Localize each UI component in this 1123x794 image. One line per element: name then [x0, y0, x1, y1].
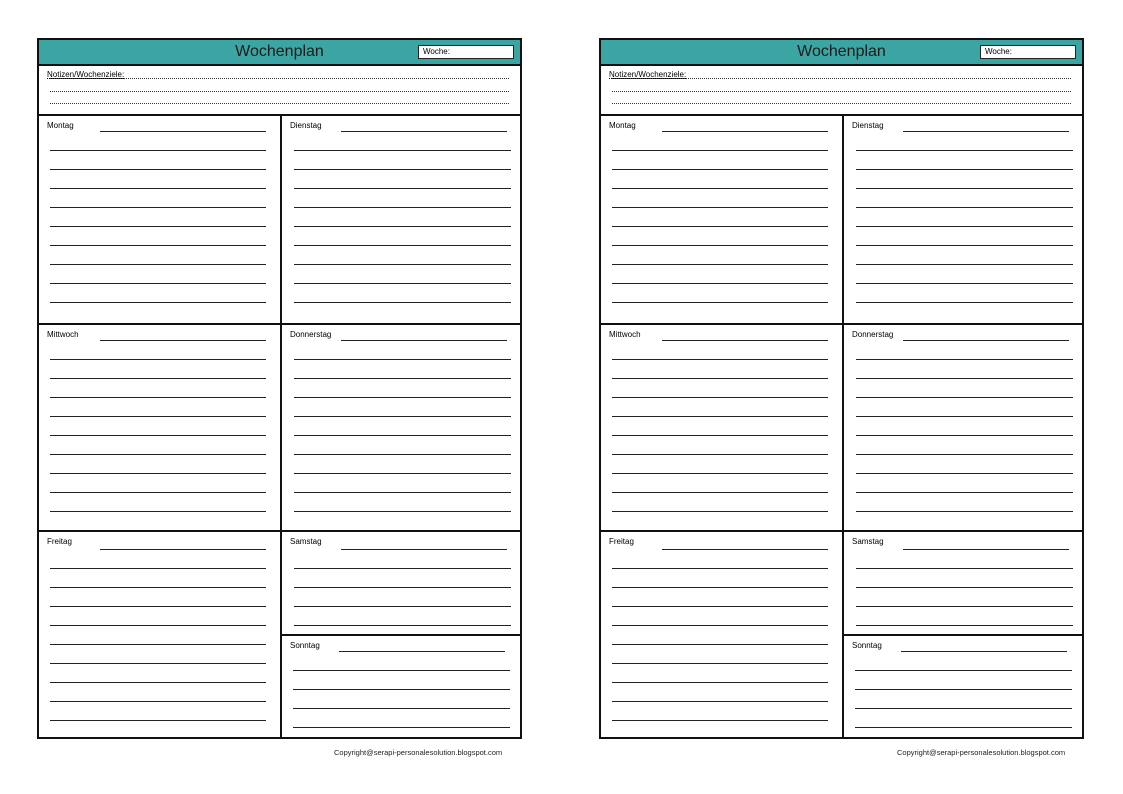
- writing-line[interactable]: [612, 663, 828, 664]
- writing-line[interactable]: [50, 606, 266, 607]
- day-box-mittwoch: [39, 325, 282, 532]
- writing-line[interactable]: [612, 492, 828, 493]
- writing-line[interactable]: [50, 359, 266, 360]
- day-label: Sonntag: [290, 641, 320, 650]
- week-field[interactable]: Woche:: [418, 45, 514, 59]
- writing-line[interactable]: [50, 492, 266, 493]
- writing-line[interactable]: [294, 492, 511, 493]
- day-label: Mittwoch: [47, 330, 79, 339]
- writing-line[interactable]: [856, 378, 1073, 379]
- day-label: Montag: [47, 121, 74, 130]
- writing-line[interactable]: [612, 416, 828, 417]
- writing-line[interactable]: [50, 454, 266, 455]
- day-title-line[interactable]: [100, 340, 266, 341]
- writing-line[interactable]: [294, 226, 511, 227]
- writing-line[interactable]: [50, 701, 266, 702]
- writing-line[interactable]: [612, 606, 828, 607]
- day-box-sonntag: [844, 636, 1082, 737]
- writing-line[interactable]: [294, 264, 511, 265]
- writing-line[interactable]: [855, 727, 1072, 728]
- day-box-montag: [39, 116, 282, 325]
- writing-line[interactable]: [294, 416, 511, 417]
- notes-label: Notizen/Wochenziele:: [609, 70, 687, 79]
- writing-line[interactable]: [612, 435, 828, 436]
- day-label: Mittwoch: [609, 330, 641, 339]
- writing-line[interactable]: [856, 416, 1073, 417]
- writing-line[interactable]: [50, 435, 266, 436]
- day-title-line[interactable]: [903, 340, 1069, 341]
- day-title-line[interactable]: [100, 131, 266, 132]
- day-title-line[interactable]: [341, 340, 507, 341]
- writing-line[interactable]: [612, 226, 828, 227]
- day-title-line[interactable]: [662, 340, 828, 341]
- notes-line[interactable]: [612, 91, 1071, 92]
- day-label: Freitag: [609, 537, 634, 546]
- writing-line[interactable]: [50, 378, 266, 379]
- writing-line[interactable]: [612, 454, 828, 455]
- day-box-mittwoch: [601, 325, 844, 532]
- week-field[interactable]: Woche:: [980, 45, 1076, 59]
- writing-line[interactable]: [856, 264, 1073, 265]
- writing-line[interactable]: [50, 720, 266, 721]
- writing-line[interactable]: [612, 359, 828, 360]
- day-box-donnerstag: [282, 325, 520, 532]
- writing-line[interactable]: [855, 670, 1072, 671]
- writing-line[interactable]: [294, 587, 511, 588]
- writing-line[interactable]: [50, 473, 266, 474]
- writing-line[interactable]: [856, 188, 1073, 189]
- day-label: Montag: [609, 121, 636, 130]
- writing-line[interactable]: [294, 283, 511, 284]
- writing-line[interactable]: [856, 207, 1073, 208]
- writing-line[interactable]: [50, 644, 266, 645]
- writing-line[interactable]: [50, 264, 266, 265]
- writing-line[interactable]: [612, 264, 828, 265]
- writing-line[interactable]: [50, 663, 266, 664]
- writing-line[interactable]: [856, 606, 1073, 607]
- day-title-line[interactable]: [100, 549, 266, 550]
- notes-line[interactable]: [50, 78, 509, 79]
- writing-line[interactable]: [856, 283, 1073, 284]
- day-box-samstag: [844, 532, 1082, 636]
- writing-line[interactable]: [612, 587, 828, 588]
- writing-line[interactable]: [612, 625, 828, 626]
- writing-line[interactable]: [294, 397, 511, 398]
- writing-line[interactable]: [50, 625, 266, 626]
- notes-line[interactable]: [50, 91, 509, 92]
- writing-line[interactable]: [612, 701, 828, 702]
- writing-line[interactable]: [293, 689, 510, 690]
- writing-line[interactable]: [612, 397, 828, 398]
- planner-header: [601, 40, 1082, 66]
- copyright-text: Copyright@serapi-personalesolution.blogspot.com: [334, 748, 503, 757]
- writing-line[interactable]: [612, 720, 828, 721]
- writing-line[interactable]: [612, 568, 828, 569]
- day-title-line[interactable]: [662, 131, 828, 132]
- writing-line[interactable]: [294, 473, 511, 474]
- writing-line[interactable]: [855, 689, 1072, 690]
- day-label: Samstag: [852, 537, 884, 546]
- day-title-line[interactable]: [341, 549, 507, 550]
- planner-page-left: [37, 38, 522, 739]
- writing-line[interactable]: [856, 511, 1073, 512]
- writing-line[interactable]: [856, 359, 1073, 360]
- writing-line[interactable]: [294, 150, 511, 151]
- writing-line[interactable]: [50, 150, 266, 151]
- day-title-line[interactable]: [662, 549, 828, 550]
- writing-line[interactable]: [50, 207, 266, 208]
- writing-line[interactable]: [856, 435, 1073, 436]
- day-label: Donnerstag: [290, 330, 332, 339]
- day-title-line[interactable]: [903, 131, 1069, 132]
- day-box-sonntag: [282, 636, 520, 737]
- day-box-dienstag: [844, 116, 1082, 325]
- notes-line[interactable]: [612, 103, 1071, 104]
- copyright-text: Copyright@serapi-personalesolution.blogspot.com: [897, 748, 1066, 757]
- notes-section: [601, 66, 1082, 116]
- writing-line[interactable]: [856, 226, 1073, 227]
- day-title-line[interactable]: [341, 131, 507, 132]
- planner-header: [39, 40, 520, 66]
- writing-line[interactable]: [856, 169, 1073, 170]
- writing-line[interactable]: [50, 568, 266, 569]
- writing-line[interactable]: [294, 435, 511, 436]
- writing-line[interactable]: [293, 708, 510, 709]
- writing-line[interactable]: [294, 188, 511, 189]
- notes-label: Notizen/Wochenziele:: [47, 70, 125, 79]
- writing-line[interactable]: [294, 625, 511, 626]
- writing-line[interactable]: [612, 473, 828, 474]
- writing-line[interactable]: [294, 207, 511, 208]
- writing-line[interactable]: [294, 302, 511, 303]
- day-box-montag: [601, 116, 844, 325]
- writing-line[interactable]: [856, 568, 1073, 569]
- writing-line[interactable]: [50, 245, 266, 246]
- writing-line[interactable]: [856, 492, 1073, 493]
- day-title-line[interactable]: [903, 549, 1069, 550]
- writing-line[interactable]: [50, 397, 266, 398]
- writing-line[interactable]: [612, 511, 828, 512]
- writing-line[interactable]: [50, 302, 266, 303]
- notes-section: [39, 66, 520, 116]
- day-box-freitag: [39, 532, 282, 737]
- writing-line[interactable]: [294, 568, 511, 569]
- notes-line[interactable]: [612, 78, 1071, 79]
- day-label: Dienstag: [290, 121, 322, 130]
- writing-line[interactable]: [612, 682, 828, 683]
- planner-page-right: [599, 38, 1084, 739]
- page-title: Wochenplan: [235, 43, 324, 60]
- writing-line[interactable]: [856, 587, 1073, 588]
- writing-line[interactable]: [856, 625, 1073, 626]
- writing-line[interactable]: [856, 245, 1073, 246]
- writing-line[interactable]: [856, 302, 1073, 303]
- writing-line[interactable]: [612, 150, 828, 151]
- day-box-dienstag: [282, 116, 520, 325]
- writing-line[interactable]: [856, 454, 1073, 455]
- day-label: Sonntag: [852, 641, 882, 650]
- writing-line[interactable]: [50, 169, 266, 170]
- writing-line[interactable]: [294, 245, 511, 246]
- writing-line[interactable]: [50, 283, 266, 284]
- writing-line[interactable]: [294, 378, 511, 379]
- writing-line[interactable]: [50, 188, 266, 189]
- day-box-donnerstag: [844, 325, 1082, 532]
- notes-line[interactable]: [50, 103, 509, 104]
- writing-line[interactable]: [856, 150, 1073, 151]
- day-title-line[interactable]: [339, 651, 505, 652]
- writing-line[interactable]: [50, 682, 266, 683]
- writing-line[interactable]: [856, 397, 1073, 398]
- writing-line[interactable]: [294, 359, 511, 360]
- writing-line[interactable]: [50, 416, 266, 417]
- writing-line[interactable]: [612, 644, 828, 645]
- writing-line[interactable]: [294, 606, 511, 607]
- writing-line[interactable]: [50, 511, 266, 512]
- day-box-freitag: [601, 532, 844, 737]
- writing-line[interactable]: [612, 169, 828, 170]
- writing-line[interactable]: [612, 207, 828, 208]
- writing-line[interactable]: [294, 169, 511, 170]
- day-label: Donnerstag: [852, 330, 894, 339]
- writing-line[interactable]: [294, 511, 511, 512]
- writing-line[interactable]: [612, 283, 828, 284]
- writing-line[interactable]: [855, 708, 1072, 709]
- writing-line[interactable]: [612, 302, 828, 303]
- day-box-samstag: [282, 532, 520, 636]
- day-title-line[interactable]: [901, 651, 1067, 652]
- writing-line[interactable]: [293, 670, 510, 671]
- day-label: Samstag: [290, 537, 322, 546]
- writing-line[interactable]: [50, 226, 266, 227]
- writing-line[interactable]: [612, 245, 828, 246]
- day-label: Freitag: [47, 537, 72, 546]
- writing-line[interactable]: [50, 587, 266, 588]
- day-label: Dienstag: [852, 121, 884, 130]
- writing-line[interactable]: [612, 378, 828, 379]
- writing-line[interactable]: [294, 454, 511, 455]
- writing-line[interactable]: [612, 188, 828, 189]
- writing-line[interactable]: [856, 473, 1073, 474]
- writing-line[interactable]: [293, 727, 510, 728]
- page-title: Wochenplan: [797, 43, 886, 60]
